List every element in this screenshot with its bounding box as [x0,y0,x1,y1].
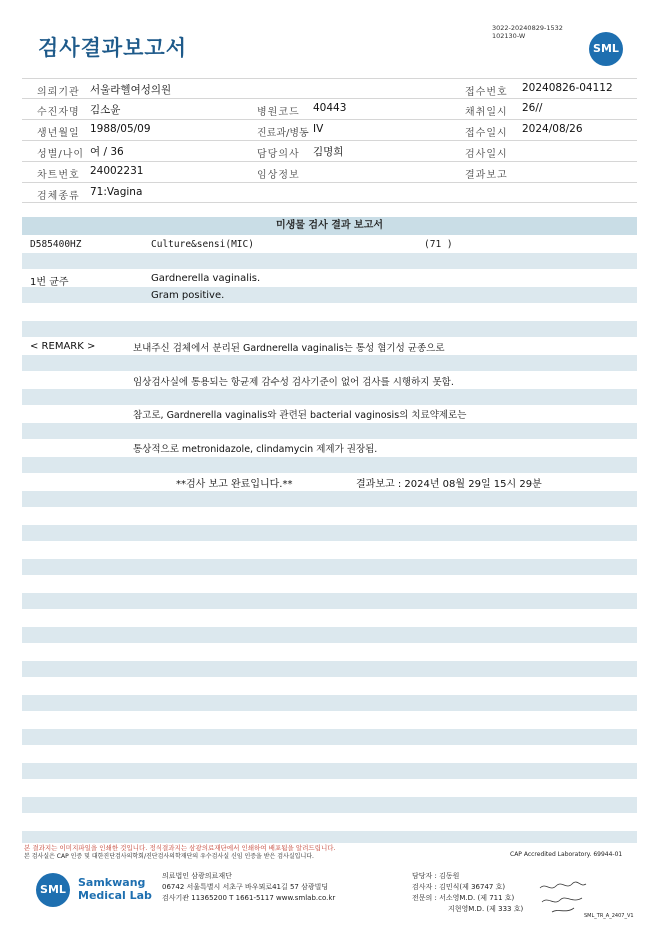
chart-no-value: 24002231 [90,165,144,177]
stripe-row [22,355,637,371]
report-complete-text: **검사 보고 완료입니다.** [176,479,293,490]
institution-value: 서울라헬여성의원 [90,84,172,96]
birth-value: 1988/05/09 [90,123,151,135]
stripe-row [22,695,637,711]
examinee-label: 수진자명 [37,107,80,118]
institution-label: 의뢰기관 [37,87,80,98]
receipt-no-label: 접수번호 [465,87,508,98]
specimen-value: 71:Vagina [90,186,143,198]
organism-gram: Gram positive. [151,290,225,301]
stripe-row [22,831,637,843]
notice-red: 본 결과지는 이미지파일을 인쇄한 것입니다. 정식결과지는 삼광의료재단에서 인쇄하여 배포됨을 알려드립니다. [24,844,336,852]
remark-line-1: 보내주신 검체에서 분리된 Gardnerella vaginalis는 통성 혐기성 균종으로 [133,343,445,354]
document-id [492,24,563,40]
staff-info [412,871,523,915]
doctor-label: 담당의사 [257,149,300,160]
page-title: 검사결과보고서 [38,36,188,60]
signature-3-stroke [552,908,574,912]
ward-code-value: 40443 [313,102,347,114]
dept-label: 진료과/병동 [257,128,309,139]
receipt-no-value: 20240826-04112 [522,82,613,94]
remark-line-2: 임상검사실에 통용되는 항균제 감수성 검사기준이 없어 검사를 시행하지 못함. [133,377,454,388]
organism-label: 1번 균주 [30,277,69,288]
sex-age-label: 성별/나이 [37,149,85,160]
stripe-row [22,287,637,303]
staff-line-2: 검사자 : 김민식(제 36747 호) [412,883,506,891]
document-id-line-1: 3022-20240829-1532 [492,24,563,32]
stripe-row [22,491,637,507]
divider [22,78,637,79]
staff-line-3: 전문의 : 서소영M.D. (제 711 호) [412,894,515,902]
brand-line-2: Medical Lab [78,889,152,902]
test-name: Culture&sensi(MIC) [151,239,254,250]
brand-name [78,876,152,902]
divider [22,119,637,120]
remark-line-3: 참고로, Gardnerella vaginalis와 관련된 bacterial vaginosis의 치료약제로는 [133,410,467,421]
staff-line-4: 지현영M.D. (제 333 호) [448,905,524,913]
report-section-title: 미생물 검사 결과 보고서 [22,217,637,235]
signature-1-stroke [540,882,586,888]
stripe-row [22,593,637,609]
signature-marks [538,878,588,916]
divider [22,182,637,183]
collect-date-value: 26// [522,102,543,114]
specimen-label: 검체종류 [37,191,80,202]
test-code: D585400HZ [30,239,82,250]
ward-code-label: 병원코드 [257,107,300,118]
test-date-label: 검사일시 [465,149,508,160]
signature-2-stroke [542,898,582,902]
org-name: 의료법인 삼광의료재단 [162,872,232,880]
org-address: 06742 서울특별시 서초구 바우뫼로41길 57 삼광빌딩 [162,883,329,891]
stripe-row [22,729,637,745]
stripe-row [22,389,637,405]
receipt-date-value: 2024/08/26 [522,123,583,135]
document-id-line-2: 102130-W [492,32,526,40]
stripe-row [22,763,637,779]
sml-logo-icon: SML [589,32,623,66]
stripe-row [22,321,637,337]
remark-label: < REMARK > [30,341,96,352]
sex-age-value: 여 / 36 [90,146,124,158]
stripe-row [22,253,637,269]
org-contact: 검사기관 11365200 T 1661-5117 www.smlab.co.kr [162,894,336,902]
divider [22,161,637,162]
stripe-row [22,797,637,813]
stripe-row [22,423,637,439]
stripe-row [22,457,637,473]
receipt-date-label: 접수일시 [465,128,508,139]
remark-line-4: 통상적으로 metronidazole, clindamycin 제제가 권장됨. [133,444,378,455]
report-time: 결과보고 : 2024년 08월 29일 15시 29분 [356,479,542,490]
collect-date-label: 채취일시 [465,107,508,118]
stripe-row [22,627,637,643]
test-number: (71 ) [424,239,453,250]
form-code: SML_TR_A_2407_V1 [584,913,634,919]
cap-accreditation: CAP Accredited Laboratory. 69944-01 [510,851,623,858]
notice-black: 본 검사실은 CAP 인증 및 대한진단검사의학회/진단검사의학재단의 우수검사실 신임 인증을 받은 검사실입니다. [24,853,314,860]
examinee-value: 김소윤 [90,104,121,116]
stripe-row [22,661,637,677]
stripe-row [22,525,637,541]
staff-line-1: 담당자 : 김동원 [412,872,460,880]
clinical-label: 임상정보 [257,170,300,181]
birth-label: 생년월일 [37,128,80,139]
sml-logo-icon: SML [36,873,70,907]
stripe-row [22,559,637,575]
org-info [162,871,335,904]
organism-name: Gardnerella vaginalis. [151,273,261,284]
dept-value: IV [313,123,324,135]
divider [22,140,637,141]
chart-no-label: 차트번호 [37,170,80,181]
result-report-label: 결과보고 [465,170,508,181]
divider [22,202,637,203]
divider [22,98,637,99]
brand-line-1: Samkwang [78,876,146,889]
doctor-value: 김명희 [313,146,344,158]
